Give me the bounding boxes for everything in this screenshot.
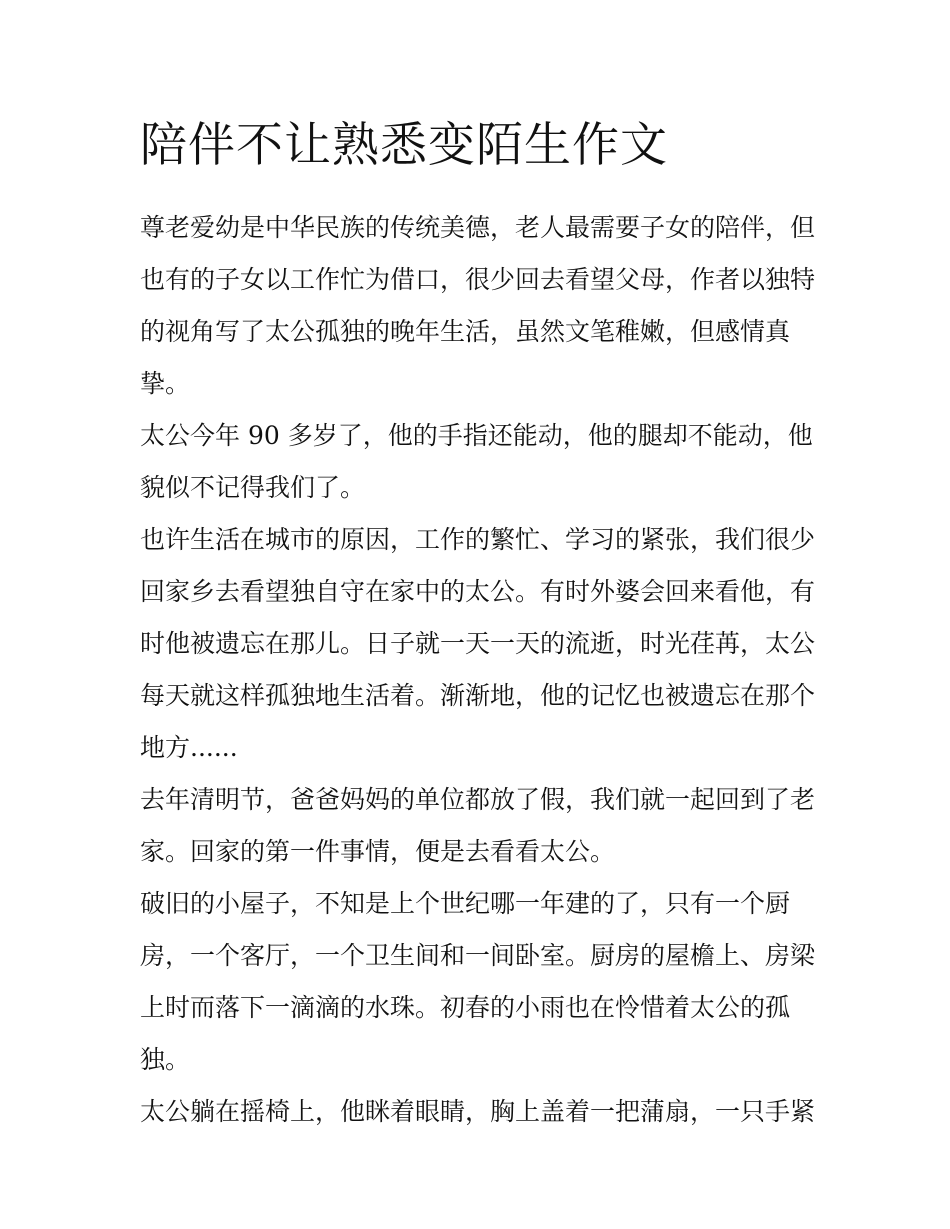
document-body	[140, 112, 816, 1138]
paragraph-6: 太公躺在摇椅上，他眯着眼睛，胸上盖着一把蒲扇，一只手紧	[140, 1097, 816, 1126]
paragraph-4: 去年清明节，爸爸妈妈的单位都放了假，我们就一起回到了老家。回家的第一件事情，便是去看看太公。	[140, 785, 816, 866]
paragraph-2: 太公今年 90 多岁了，他的手指还能动，他的腿却不能动，他貌似不记得我们了。	[140, 421, 813, 502]
paragraph-3: 也许生活在城市的原因，工作的繁忙、学习的紧张，我们很少回家乡去看望独自守在家中的太公。有时外婆会回来看他，有时他被遗忘在那儿。日子就一天一天的流逝，时光荏苒，太公每天就这样孤独地生活着。渐渐地，他的记忆也被遗忘在那个地方......	[140, 525, 816, 762]
page-title: 陪伴不让熟悉变陌生作文	[140, 118, 668, 173]
paragraph-5: 破旧的小屋子，不知是上个世纪哪一年建的了，只有一个厨房，一个客厅，一个卫生间和一间卧室。厨房的屋檐上、房梁上时而落下一滴滴的水珠。初春的小雨也在怜惜着太公的孤独。	[140, 889, 816, 1074]
paragraph-intro: 尊老爱幼是中华民族的传统美德，老人最需要子女的陪伴，但也有的子女以工作忙为借口，很少回去看望父母，作者以独特的视角写了太公孤独的晚年生活，虽然文笔稚嫩，但感情真挚。	[140, 213, 816, 398]
